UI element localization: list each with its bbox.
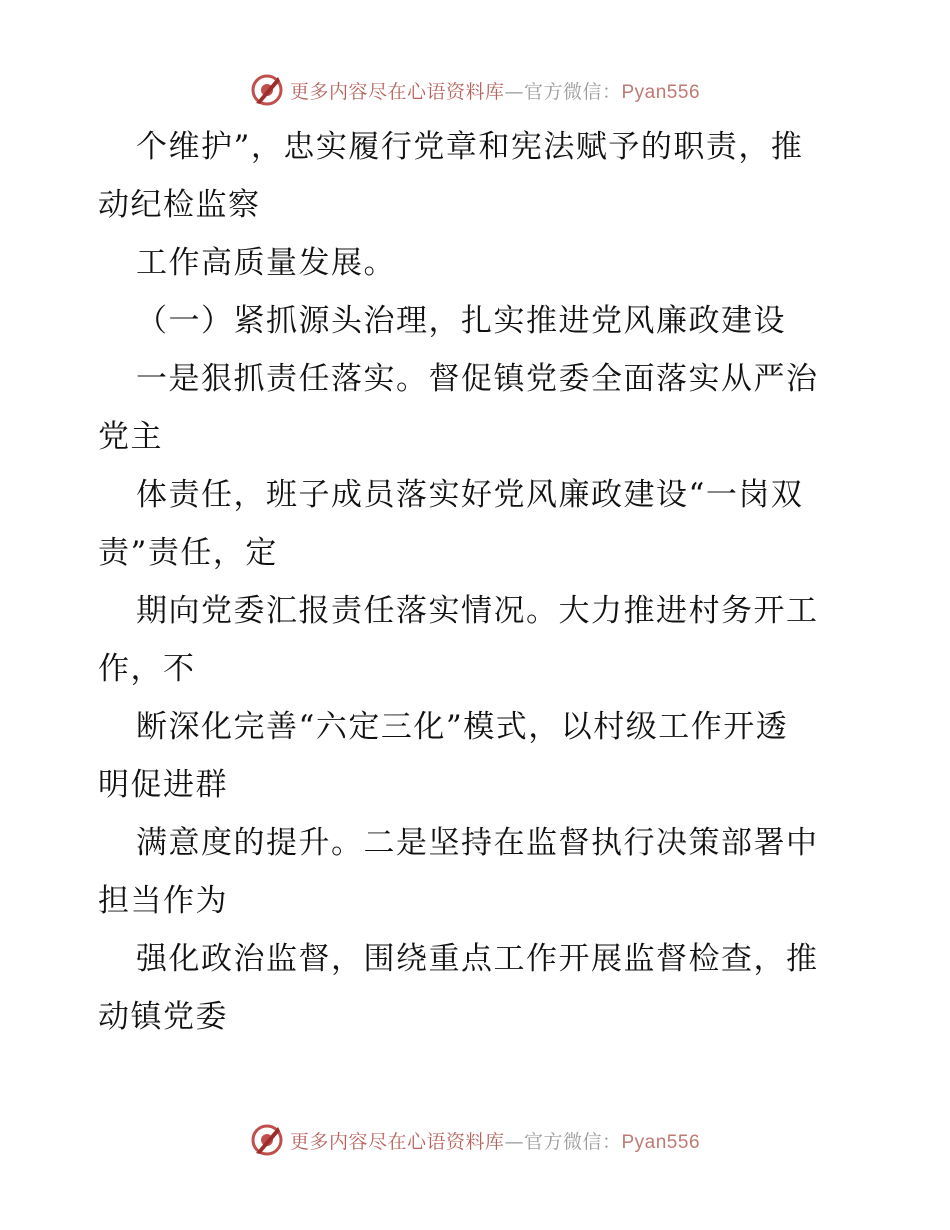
header-watermark — [0, 70, 950, 110]
watermark-site-text: 更多内容尽在心语资料库 — [289, 1130, 505, 1153]
text-line: 党主 — [98, 419, 163, 455]
text-line: 满意度的提升。二是坚持在监督执行决策部署中 — [136, 825, 819, 861]
text-line: 体责任，班子成员落实好党风廉政建设“一岗双 — [136, 477, 804, 513]
text-line: 个维护”，忠实履行党章和宪法赋予的职责，推 — [136, 129, 804, 165]
text-line: 一是狠抓责任落实。督促镇党委全面落实从严治 — [136, 361, 819, 397]
watermark-account-id: Pyan556 — [621, 81, 701, 103]
text-line: 责”责任，定 — [98, 535, 278, 571]
text-line: 断深化完善“六定三化”模式，以村级工作开透 — [136, 709, 789, 745]
watermark-account-id: Pyan556 — [621, 1131, 701, 1153]
footer-watermark — [0, 1120, 950, 1160]
text-line: （一）紧抓源头治理，扎实推进党风廉政建设 — [136, 303, 786, 339]
watermark-label: 官方微信： — [523, 1130, 622, 1153]
text-line: 强化政治监督，围绕重点工作开展监督检查，推 — [136, 941, 819, 977]
text-line: 工作高质量发展。 — [136, 245, 396, 281]
text-line: 作，不 — [98, 651, 196, 687]
text-line: 担当作为 — [98, 883, 228, 919]
text-line: 期向党委汇报责任落实情况。大力推进村务开工 — [136, 593, 819, 629]
watermark-dash: — — [504, 1130, 524, 1153]
text-line: 动纪检监察 — [98, 187, 261, 223]
document-body — [98, 118, 858, 1046]
watermark-site-text: 更多内容尽在心语资料库 — [289, 80, 505, 103]
watermark-text — [290, 77, 700, 104]
text-line: 动镇党委 — [98, 999, 228, 1035]
quill-logo-icon — [250, 1123, 284, 1157]
watermark-label: 官方微信： — [523, 80, 622, 103]
text-line: 明促进群 — [98, 767, 228, 803]
watermark-text — [290, 1127, 700, 1154]
watermark-dash: — — [504, 80, 524, 103]
quill-logo-icon — [250, 73, 284, 107]
